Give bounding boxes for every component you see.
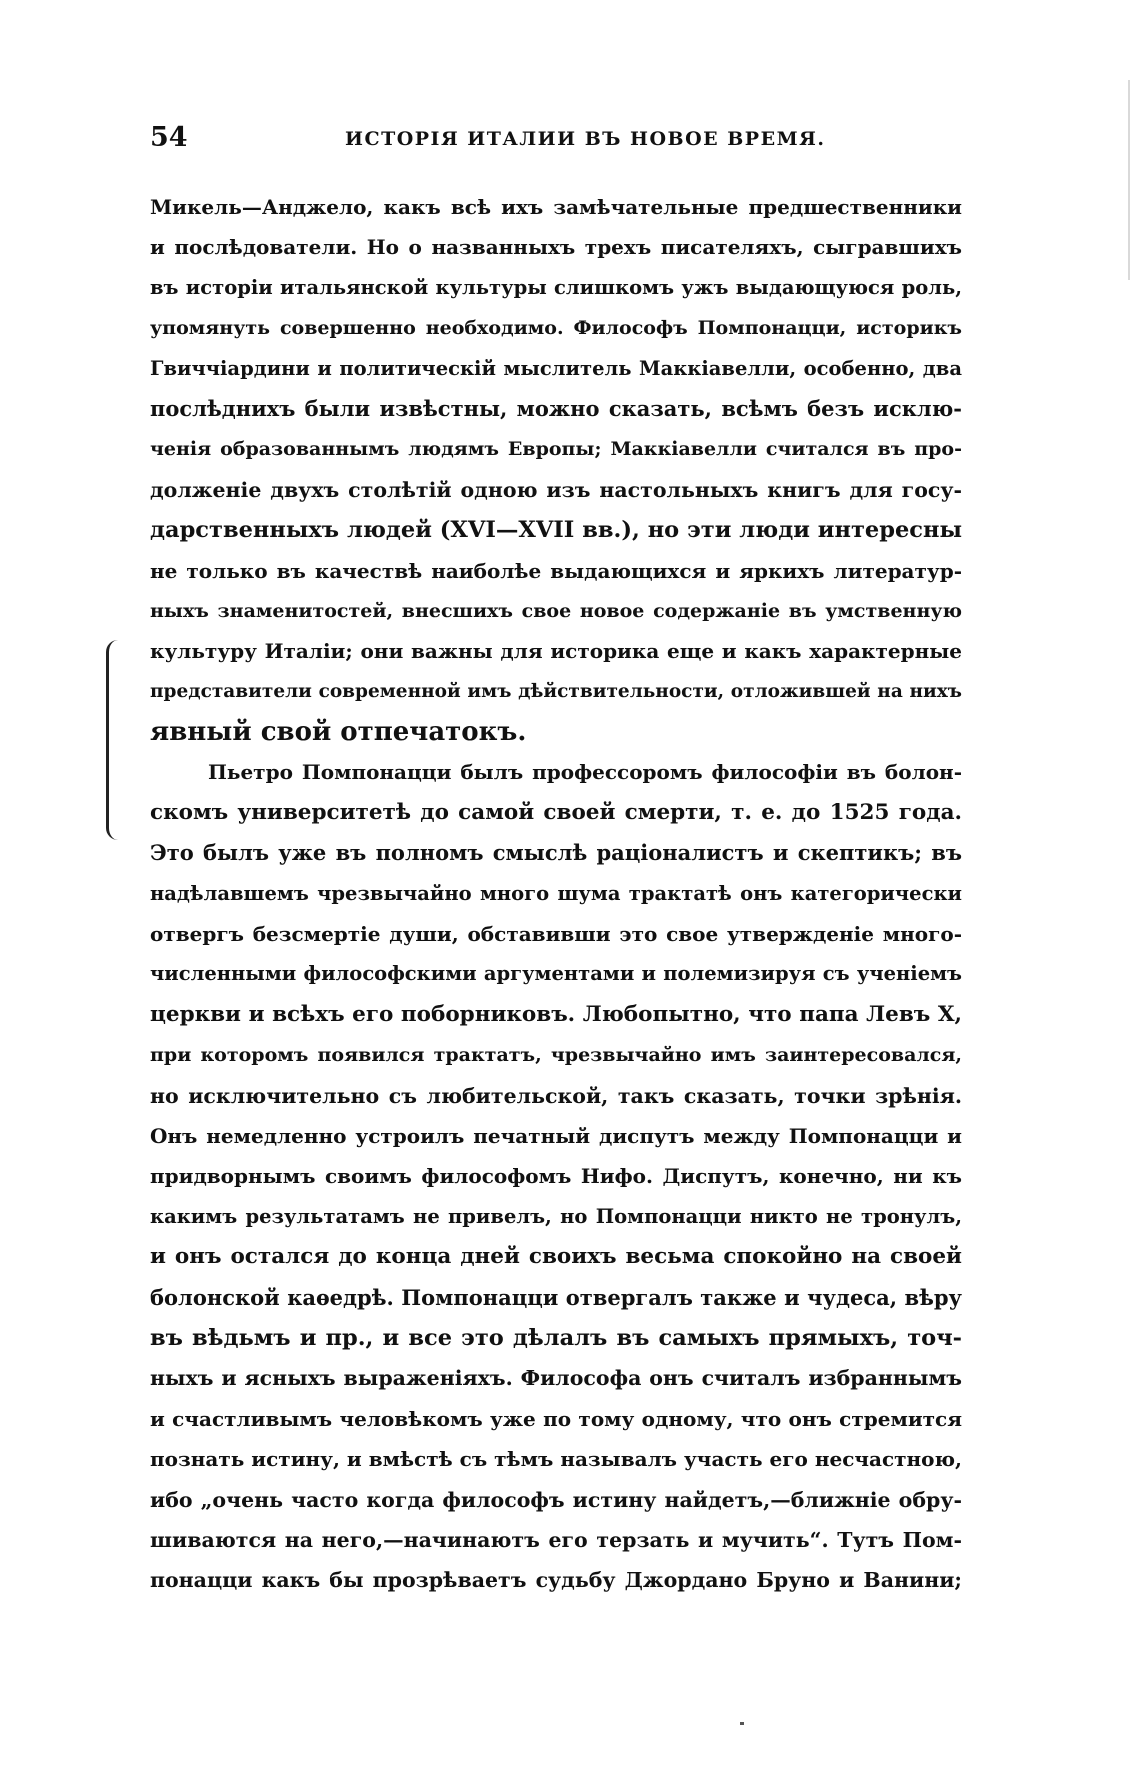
text-line: представители современной имъ дѣйствительности, отложившей на нихъ [150, 680, 962, 702]
page-number: 54 [150, 122, 188, 153]
text-line: познать истину, и вмѣстѣ съ тѣмъ называлъ участь его несчастною, [150, 1447, 962, 1472]
text-line: понацци какъ бы прозрѣваетъ судьбу Джордано Бруно и Ванини; [150, 1568, 962, 1593]
body-text [150, 187, 962, 1601]
text-line: въ вѣдьмъ и пр., и все это дѣлалъ въ самыхъ прямыхъ, точ- [150, 1324, 962, 1351]
text-line: Микель—Анджело, какъ всѣ ихъ замѣчательные предшественники [150, 195, 962, 219]
scan-speck [740, 1722, 744, 1725]
text-line: шиваются на него,—начинаютъ его терзать и мучить“. Тутъ Пом- [150, 1527, 962, 1552]
text-line: явный свой отпечатокъ. [150, 717, 527, 748]
text-line: Гвиччіардини и политическій мыслитель Маккіавелли, особенно, два [150, 356, 962, 380]
margin-bracket-mark [106, 640, 131, 840]
text-line: въ исторіи итальянской культуры слишкомъ ужъ выдающуюся роль, [150, 275, 962, 299]
text-line: Пьетро Помпонацци былъ профессоромъ философіи въ болон- [208, 760, 962, 785]
text-line: ченія образованнымъ людямъ Европы; Маккіавелли считался въ про- [150, 438, 962, 461]
text-line: упомянуть совершенно необходимо. Философъ Помпонацци, историкъ [150, 317, 962, 340]
text-line: ныхъ знаменитостей, внесшихъ свое новое содержаніе въ умственную [150, 599, 962, 622]
text-line: долженіе двухъ столѣтій одною изъ настольныхъ книгъ для госу- [150, 477, 962, 502]
text-line: ныхъ и ясныхъ выраженіяхъ. Философа онъ считалъ избраннымъ [150, 1366, 962, 1391]
text-line: и послѣдователи. Но о названныхъ трехъ писателяхъ, сыгравшихъ [150, 235, 962, 260]
scan-edge-line [1128, 80, 1130, 280]
text-line: Онъ немедленно устроилъ печатный диспутъ между Помпонацци и [150, 1123, 962, 1148]
text-line: надѣлавшемъ чрезвычайно много шума трактатѣ онъ категорически [150, 881, 962, 905]
text-line: ибо „очень часто когда философъ истину найдетъ,—ближніе обру- [150, 1487, 962, 1512]
text-line: но исключительно съ любительской, такъ сказать, точки зрѣнія. [150, 1083, 962, 1108]
text-line: культуру Италіи; они важны для историка еще и какъ характерные [150, 639, 962, 664]
text-line: какимъ результатамъ не привелъ, но Помпонацци никто не тронулъ, [150, 1204, 962, 1228]
running-head: ИСТОРІЯ ИТАЛИИ ВЪ НОВОЕ ВРЕМЯ. [345, 128, 826, 150]
text-line: болонской каѳедрѣ. Помпонацци отвергалъ также и чудеса, вѣру [150, 1284, 962, 1310]
text-line: и онъ остался до конца дней своихъ весьма спокойно на своей [150, 1244, 962, 1270]
text-line: при которомъ появился трактатъ, чрезвычайно имъ заинтересовался, [150, 1044, 962, 1067]
text-line: скомъ университетѣ до самой своей смерти, т. е. до 1525 года. [150, 799, 962, 825]
text-line: не только въ качествѣ наиболѣе выдающихся и яркихъ литератур- [150, 558, 962, 583]
text-line: и счастливымъ человѣкомъ уже по тому одному, что онъ стремится [150, 1406, 962, 1431]
text-line: Это былъ уже въ полномъ смыслѣ раціоналистъ и скептикъ; въ [150, 840, 962, 866]
text-line: численными философскими аргументами и полемизируя съ ученіемъ [150, 962, 962, 986]
text-line: послѣднихъ были извѣстны, можно сказать, всѣмъ безъ исклю- [150, 395, 962, 421]
text-line: отвергъ безсмертіе души, обставивши это свое утвержденіе много- [150, 922, 962, 947]
page-header [150, 122, 962, 152]
text-line: дарственныхъ людей (XVI—XVII вв.), но эти люди интересны [150, 517, 962, 544]
text-line: церкви и всѣхъ его поборниковъ. Любопытно, что папа Левъ X, [150, 1001, 962, 1027]
text-line: придворнымъ своимъ философомъ Нифо. Диспутъ, конечно, ни къ [150, 1164, 962, 1189]
